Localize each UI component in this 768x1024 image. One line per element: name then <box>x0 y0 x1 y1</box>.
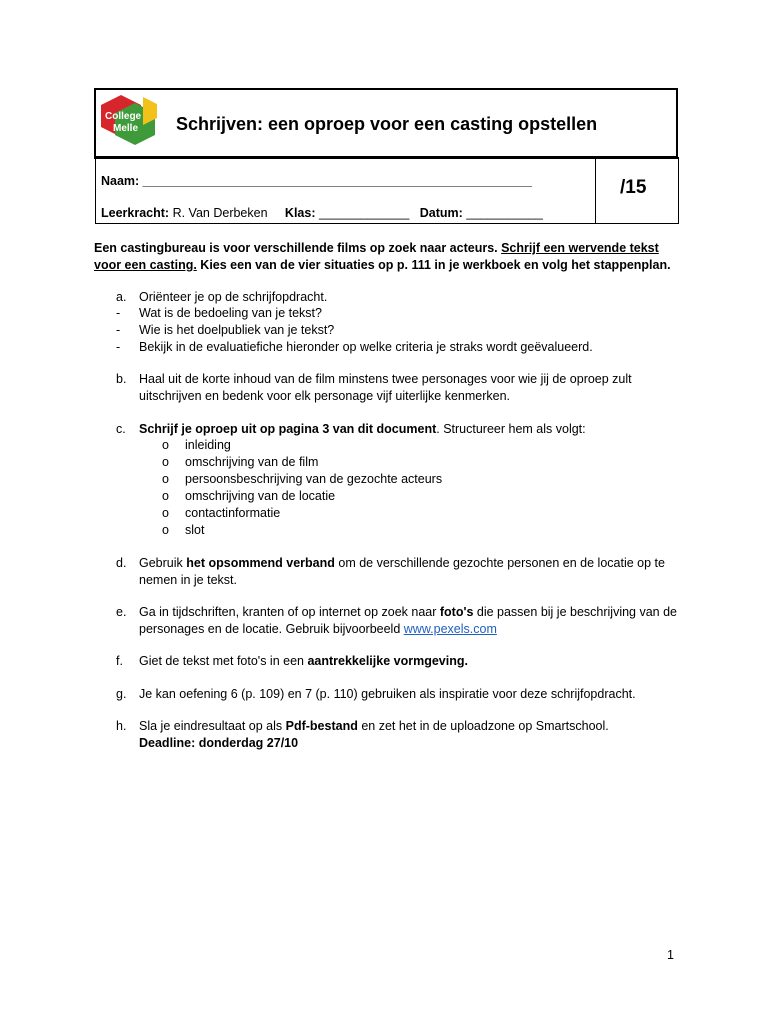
logo-text-melle: Melle <box>113 123 139 134</box>
logo-text-college: College <box>105 111 142 122</box>
teacher-value: R. Van Derbeken <box>172 206 268 220</box>
step-h-bold: Pdf-bestand <box>285 719 358 733</box>
dash-marker: - <box>116 306 121 320</box>
step-d-post: om de verschillende gezochte personen en de locatie op te nemen in je tekst. <box>139 556 665 587</box>
step-b-text: Haal uit de korte inhoud van de film minstens twee personages voor wie jij de oproep zult uitschrijven en bedenk voor elk personage vijf uiterlijke kenmerken. <box>139 372 632 403</box>
score-total: /15 <box>620 177 647 198</box>
bullet-marker: o <box>162 489 169 503</box>
name-field-label: Naam: ________________________________________________________ <box>101 174 532 188</box>
step-g-label: g. <box>116 687 127 701</box>
step-b-label: b. <box>116 372 127 386</box>
bullet-marker: o <box>162 506 169 520</box>
step-e-text <box>139 604 679 638</box>
intro-paragraph <box>94 240 674 274</box>
sub-text: Bekijk in de evaluatiefiche hieronder op welke criteria je straks wordt geëvalueerd. <box>139 340 593 354</box>
bullet-text: inleiding <box>185 438 231 452</box>
step-e-label: e. <box>116 605 127 619</box>
step-f-pre: Giet de tekst met foto's in een <box>139 654 308 668</box>
bullet-marker: o <box>162 455 169 469</box>
step-a-label: a. <box>116 290 127 304</box>
step-a-text: Oriënteer je op de schrijfopdracht. <box>139 290 328 304</box>
class-label: Klas: <box>284 206 316 220</box>
step-h-post: en zet het in de uploadzone op Smartschool. <box>357 719 609 733</box>
date-label: Datum: <box>419 206 463 220</box>
step-d-label: d. <box>116 556 127 570</box>
step-e-bold: foto's <box>439 605 474 619</box>
step-e-pre: Ga in tijdschriften, kranten of op internet op zoek naar <box>139 605 440 619</box>
page-number: 1 <box>667 948 674 962</box>
date-blank: ___________ <box>466 206 543 220</box>
pexels-link[interactable]: www.pexels.com <box>403 622 497 636</box>
college-melle-logo <box>99 93 159 149</box>
step-c-bold: Schrijf je oproep uit op pagina 3 van dit document <box>139 422 437 436</box>
step-c-rest: . Structureer hem als volgt: <box>436 422 586 436</box>
bullet-text: omschrijving van de film <box>185 455 319 469</box>
step-e-post: die passen bij je beschrijving van de personages en de locatie. Gebruik bijvoorbeeld <box>139 605 678 636</box>
step-f-text <box>139 653 679 670</box>
intro-part-3: Kies een van de vier situaties op p. 111 in je werkboek en volg het stappenplan. <box>196 258 671 272</box>
step-f-label: f. <box>116 654 123 668</box>
step-c-text <box>139 421 679 438</box>
bullet-text: slot <box>185 523 205 537</box>
teacher-class-date-line <box>101 206 543 220</box>
deadline-text: Deadline: donderdag 27/10 <box>139 736 299 750</box>
sub-text: Wat is de bedoeling van je tekst? <box>139 306 322 320</box>
teacher-label: Leerkracht: <box>101 206 170 220</box>
class-blank: _____________ <box>318 206 410 220</box>
score-cell-divider <box>595 157 596 223</box>
step-d-pre: Gebruik <box>139 556 187 570</box>
intro-underlined: Schrijf een wervende tekst voor een casting. <box>94 241 659 272</box>
page-title: Schrijven: een oproep voor een casting opstellen <box>176 114 598 134</box>
step-g-text: Je kan oefening 6 (p. 109) en 7 (p. 110) gebruiken als inspiratie voor deze schrijfopdracht. <box>139 687 636 701</box>
bullet-text: persoonsbeschrijving van de gezochte acteurs <box>185 472 443 486</box>
step-d-text <box>139 555 679 589</box>
step-c-label: c. <box>116 422 126 436</box>
dash-marker: - <box>116 340 121 354</box>
sub-text: Wie is het doelpubliek van je tekst? <box>139 323 335 337</box>
dash-marker: - <box>116 323 121 337</box>
step-f-bold: aantrekkelijke vormgeving. <box>307 654 468 668</box>
bullet-text: contactinformatie <box>185 506 281 520</box>
intro-part-1: Een castingbureau is voor verschillende films op zoek naar acteurs. <box>94 241 502 255</box>
step-h-text <box>139 718 679 752</box>
bullet-marker: o <box>162 523 169 537</box>
bullet-text: omschrijving van de locatie <box>185 489 336 503</box>
step-h-label: h. <box>116 719 127 733</box>
bullet-marker: o <box>162 438 169 452</box>
step-d-bold: het opsommend verband <box>186 556 335 570</box>
bullet-marker: o <box>162 472 169 486</box>
header-box <box>94 88 678 222</box>
step-h-pre: Sla je eindresultaat op als <box>139 719 286 733</box>
